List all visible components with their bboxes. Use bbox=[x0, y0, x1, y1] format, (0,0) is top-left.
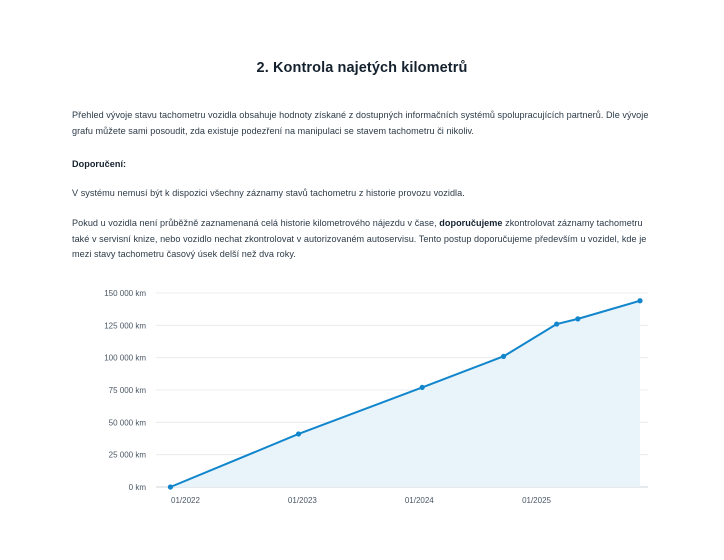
y-axis-tick-label: 100 000 km bbox=[104, 353, 146, 363]
y-axis-tick-label: 75 000 km bbox=[108, 385, 146, 395]
series-data-point[interactable] bbox=[168, 484, 173, 489]
series-data-point[interactable] bbox=[420, 384, 425, 389]
y-axis-tick-label: 50 000 km bbox=[108, 417, 146, 427]
series-data-point[interactable] bbox=[637, 298, 642, 303]
series-data-point[interactable] bbox=[554, 321, 559, 326]
series-data-point[interactable] bbox=[575, 316, 580, 321]
reco-text-part2: zkontrolovat záznamy tachometru také v servisní knize, nebo vozidlo nechat zkontrolovat v autorizovaném autoservisu. Tento postup doporučujeme především u vozidel, kde je mezi stavy tachometru časový úsek delší než dva roky. bbox=[72, 218, 647, 259]
y-axis-tick-label: 150 000 km bbox=[104, 288, 146, 298]
recommendation-paragraph-2 bbox=[72, 216, 652, 263]
mileage-chart-svg bbox=[74, 285, 654, 515]
reco-text-emphasis: doporučujeme bbox=[439, 218, 503, 228]
y-axis-tick-label: 0 km bbox=[128, 482, 146, 492]
x-axis-tick-label: 01/2023 bbox=[287, 495, 317, 505]
recommendation-heading: Doporučení: bbox=[72, 159, 127, 169]
y-axis-tick-label: 125 000 km bbox=[104, 320, 146, 330]
x-axis-tick-label: 01/2022 bbox=[171, 495, 200, 505]
reco-text-part1: Pokud u vozidla není průběžně zaznamenaná celá historie kilometrového nájezdu v čase, bbox=[72, 218, 440, 228]
recommendation-paragraph-1: V systému nemusí být k dispozici všechny záznamy stavů tachometru z historie provozu vozidla. bbox=[72, 187, 465, 198]
series-data-point[interactable] bbox=[501, 353, 506, 358]
intro-paragraph: Přehled vývoje stavu tachometru vozidla obsahuje hodnoty získané z dostupných informačních systémů spolupracujících partnerů. Dle vývoje grafu můžete sami posoudit, zda existuje podezření na manipulaci se stavem tachometru či nikoliv. bbox=[72, 110, 649, 136]
series-data-point[interactable] bbox=[296, 431, 301, 436]
x-axis-tick-label: 01/2024 bbox=[404, 495, 434, 505]
y-axis-tick-label: 25 000 km bbox=[108, 450, 146, 460]
page-title: 2. Kontrola najetých kilometrů bbox=[256, 60, 468, 76]
mileage-chart bbox=[74, 285, 654, 515]
x-axis-tick-label: 01/2025 bbox=[522, 495, 551, 505]
